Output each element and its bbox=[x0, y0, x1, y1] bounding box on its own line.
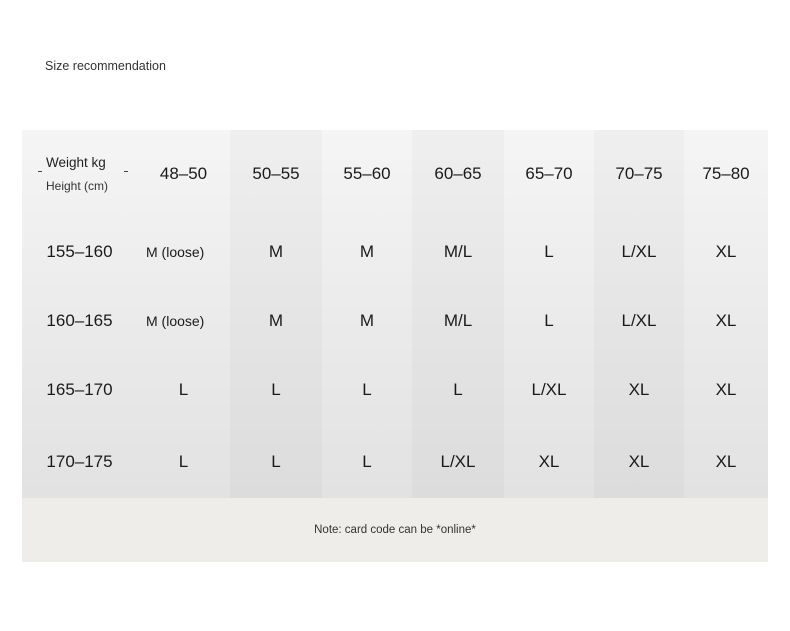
page-title: Size recommendation bbox=[45, 59, 166, 73]
size-cell: XL bbox=[715, 451, 737, 471]
note-text: Note: card code can be *online* bbox=[314, 524, 476, 536]
size-cell: M bbox=[359, 242, 375, 261]
size-cell: XL bbox=[715, 310, 737, 330]
size-cell: L bbox=[362, 380, 372, 399]
size-cell: M (loose) bbox=[146, 312, 205, 329]
height-label: Height (cm) bbox=[46, 179, 109, 193]
size-cell: L bbox=[362, 451, 372, 471]
weight-header: 65–70 bbox=[525, 164, 573, 183]
size-cell: XL bbox=[715, 380, 737, 399]
height-row-header: 170–175 bbox=[46, 451, 113, 471]
weight-header: 48–50 bbox=[159, 164, 208, 183]
size-cell: M (loose) bbox=[146, 244, 205, 260]
size-cell: L/XL bbox=[531, 380, 567, 399]
height-row-header: 165–170 bbox=[46, 380, 113, 399]
height-row-header: 160–165 bbox=[46, 310, 113, 330]
weight-header: 55–60 bbox=[343, 164, 391, 183]
size-cell: L bbox=[178, 451, 189, 471]
size-cell: L bbox=[544, 242, 554, 261]
dash-left bbox=[38, 171, 42, 172]
size-cell: XL bbox=[715, 242, 737, 261]
corner-header bbox=[22, 130, 137, 218]
size-cell: M bbox=[359, 310, 375, 330]
size-cell: M/L bbox=[412, 218, 504, 286]
weight-header: 60–65 bbox=[412, 130, 504, 218]
size-cell: M bbox=[230, 218, 322, 286]
size-cell: L bbox=[230, 425, 322, 498]
height-row-header: 155–160 bbox=[46, 242, 113, 261]
dash-right bbox=[124, 171, 128, 172]
size-cell: XL bbox=[594, 355, 684, 425]
note-bar bbox=[22, 498, 768, 562]
weight-label: Weight kg bbox=[46, 155, 106, 170]
size-grid bbox=[22, 130, 768, 498]
weight-header: 50–55 bbox=[230, 130, 322, 218]
size-cell: L bbox=[412, 355, 504, 425]
size-cell: L/XL bbox=[594, 218, 684, 286]
size-cell: M/L bbox=[412, 286, 504, 355]
size-cell: L bbox=[230, 355, 322, 425]
size-cell: L bbox=[178, 380, 189, 399]
size-cell: XL bbox=[538, 451, 560, 471]
size-cell: L bbox=[544, 310, 554, 330]
size-cell: L/XL bbox=[412, 425, 504, 498]
weight-header: 75–80 bbox=[702, 164, 750, 183]
size-cell: XL bbox=[594, 425, 684, 498]
size-cell: L/XL bbox=[594, 286, 684, 355]
size-chart-table bbox=[22, 130, 768, 498]
weight-header: 70–75 bbox=[594, 130, 684, 218]
size-cell: M bbox=[230, 286, 322, 355]
